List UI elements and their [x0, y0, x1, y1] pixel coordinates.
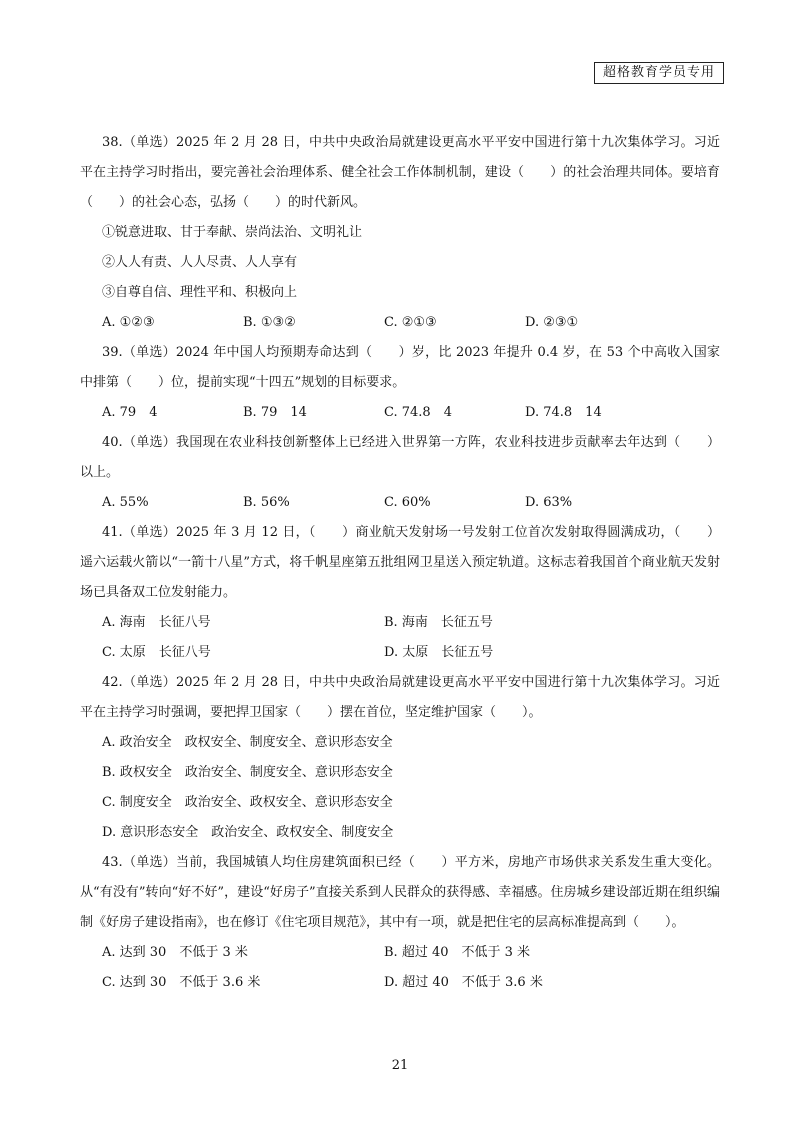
option-row	[80, 638, 720, 668]
option-a: A. ①②③	[102, 315, 155, 330]
option-a: A. 海南 长征八号	[102, 615, 211, 630]
question-38	[80, 128, 720, 338]
option-c: C. 达到 30 不低于 3.6 米	[102, 975, 261, 990]
option-d: D. 意识形态安全 政治安全、政权安全、制度安全	[102, 825, 394, 840]
option-row	[80, 938, 720, 968]
header-tag: 超格教育学员专用	[594, 62, 724, 84]
option-a: A. 达到 30 不低于 3 米	[102, 945, 248, 960]
option-d: D. 超过 40 不低于 3.6 米	[384, 975, 543, 990]
question-stem: 43.（单选）当前，我国城镇人均住房建筑面积已经（ ）平方米，房地产市场供求关系发生重大变化。从“有没有”转向“好不好”，建设“好房子”直接关系到人民群众的获得感、幸福感。住房城乡建设部近期在组织编制《好房子建设指南》，也在修订《住宅项目规范》，其中有一项，就是把住宅的层高标准提高到（ ）。	[80, 855, 720, 930]
page-number: 21	[391, 1058, 409, 1073]
option-d: D. ②③①	[525, 315, 579, 330]
option-c: C. 制度安全 政治安全、政权安全、意识形态安全	[102, 795, 393, 810]
statement-item: ①锐意进取、甘于奉献、崇尚法治、文明礼让	[102, 225, 363, 240]
question-stem: 41.（单选）2025 年 3 月 12 日，（ ）商业航天发射场一号发射工位首次发射取得圆满成功，（ ）遥六运载火箭以“一箭十八星”方式，将千帆星座第五批组网卫星送入预定轨道。这标志着我国首个商业航天发射场已具备双工位发射能力。	[80, 525, 720, 600]
question-stem: 39.（单选）2024 年中国人均预期寿命达到（ ）岁，比 2023 年提升 0.4 岁，在 53 个中高收入国家中排第（ ）位，提前实现“十四五”规划的目标要求。	[80, 345, 720, 390]
statement-item: ②人人有责、人人尽责、人人享有	[102, 255, 298, 270]
option-row	[80, 488, 720, 518]
option-b: B. 政权安全 政治安全、制度安全、意识形态安全	[102, 765, 393, 780]
option-c: C. ②①③	[384, 315, 437, 330]
option-b: B. 超过 40 不低于 3 米	[384, 945, 531, 960]
option-b: B. ①③②	[243, 315, 296, 330]
option-b: B. 79 14	[243, 405, 307, 420]
question-stem: 38.（单选）2025 年 2 月 28 日，中共中央政治局就建设更高水平平安中国进行第十九次集体学习。习近平在主持学习时指出，要完善社会治理体系、健全社会工作体制机制，建设（ ）的社会治理共同体。要培育（ ）的社会心态，弘扬（ ）的时代新风。	[80, 135, 720, 210]
option-d: D. 63%	[525, 495, 573, 510]
option-a: A. 55%	[102, 495, 149, 510]
option-c: C. 74.8 4	[384, 405, 452, 420]
question-42	[80, 668, 720, 848]
option-b: B. 海南 长征五号	[384, 615, 493, 630]
question-43	[80, 848, 720, 998]
question-stem: 42.（单选）2025 年 2 月 28 日，中共中央政治局就建设更高水平平安中国进行第十九次集体学习。习近平在主持学习时强调，要把捍卫国家（ ）摆在首位，坚定维护国家（ ）。	[80, 675, 720, 720]
option-row	[80, 608, 720, 638]
option-row	[80, 398, 720, 428]
question-list	[80, 128, 720, 998]
option-a: A. 79 4	[102, 405, 158, 420]
option-row	[80, 968, 720, 998]
statement-item: ③自尊自信、理性平和、积极向上	[102, 285, 298, 300]
option-a: A. 政治安全 政权安全、制度安全、意识形态安全	[102, 735, 393, 750]
question-stem: 40.（单选）我国现在农业科技创新整体上已经进入世界第一方阵，农业科技进步贡献率去年达到（ ）以上。	[80, 435, 720, 480]
option-d: D. 太原 长征五号	[384, 645, 494, 660]
option-row	[80, 308, 720, 338]
question-40	[80, 428, 720, 518]
option-c: C. 太原 长征八号	[102, 645, 211, 660]
question-39	[80, 338, 720, 428]
question-41	[80, 518, 720, 668]
option-b: B. 56%	[243, 495, 290, 510]
option-d: D. 74.8 14	[525, 405, 602, 420]
option-c: C. 60%	[384, 495, 431, 510]
